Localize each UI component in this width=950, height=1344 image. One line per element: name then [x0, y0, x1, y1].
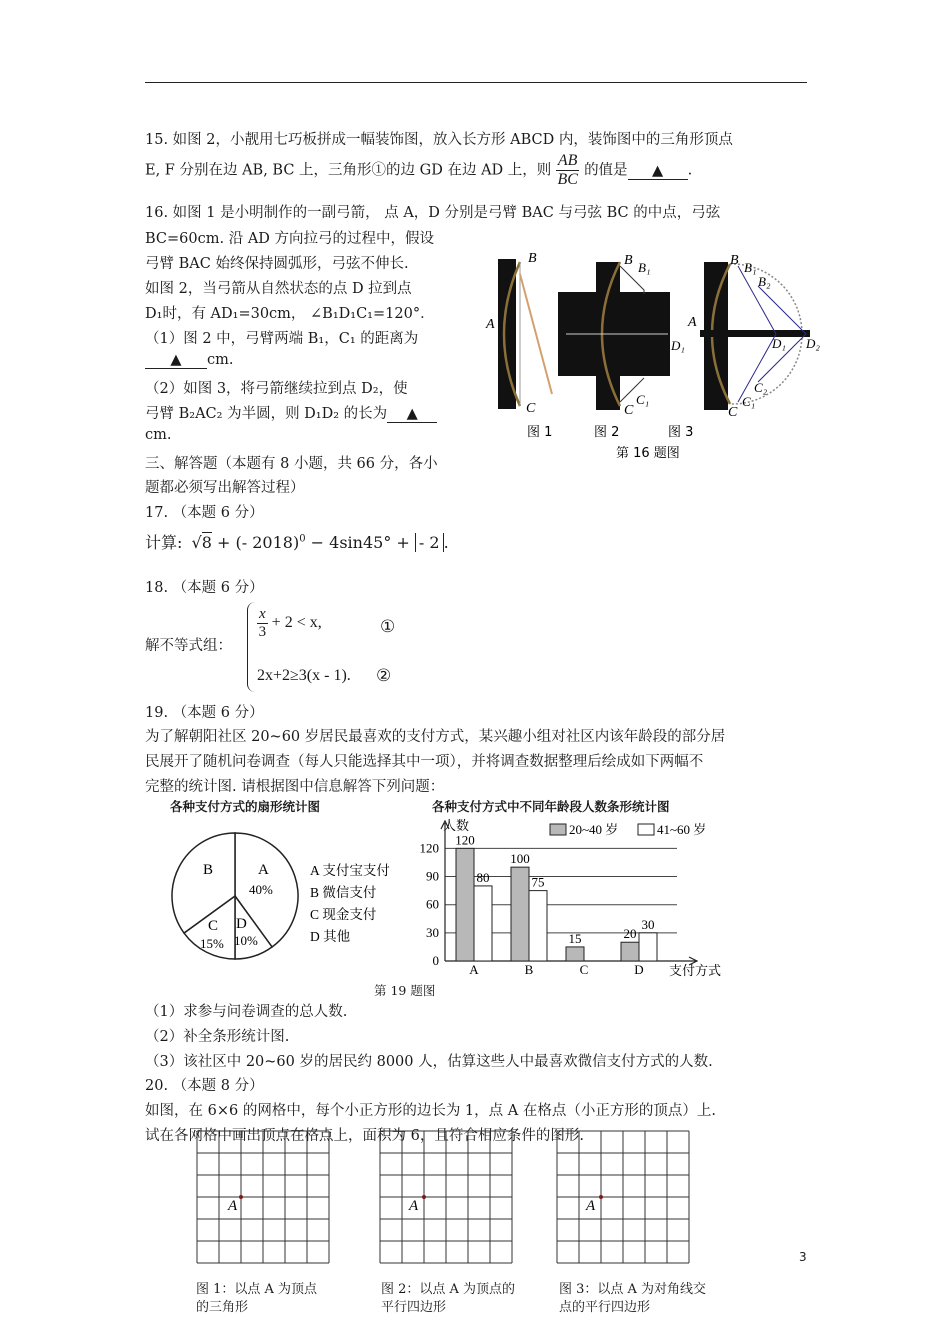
bar-label-D-20-40: 20 [623, 926, 637, 942]
grid-2 [379, 1130, 515, 1266]
fig3-label-B: B [730, 253, 739, 268]
q16-line3: 弓臂 BAC 始终保持圆弧形，弓弦不伸长. [145, 256, 409, 272]
q16-blank2: ▲ [387, 406, 437, 423]
legend-label-41-60: 41~60 岁 [657, 822, 707, 837]
grid-3 [556, 1130, 692, 1266]
bar-xlabel: 支付方式 [669, 963, 722, 978]
q19-question2: （2）补全条形统计图. [145, 1029, 290, 1045]
q16-figure-caption: 第 16 题图 [616, 446, 680, 461]
q18-mark2: ② [376, 666, 392, 686]
grid1-caption-line1: 图 1：以点 A 为顶点 [196, 1282, 318, 1297]
ytick-0: 0 [432, 953, 439, 968]
q17-plus: + [216, 533, 231, 552]
page-number: 3 [799, 1250, 807, 1264]
q16-line5: D₁时，有 AD₁=30cm， ∠B₁D₁C₁=120°． [145, 306, 435, 322]
fig2-label-B1: B₁ [638, 260, 651, 275]
xtick-C: C [579, 962, 589, 977]
bar-B-20-40 [511, 867, 529, 961]
bar-A-41-60 [474, 886, 492, 961]
q18-frac [257, 606, 268, 641]
pie-label-D: D [236, 916, 247, 932]
q20-head: 20. （本题 8 分） [145, 1078, 264, 1094]
q19-line2: 民展开了随机问卷调查（每人只能选择其中一项），并将调查数据整理后绘成如下两幅不 [145, 754, 704, 770]
grid3-label-A: A [586, 1198, 596, 1214]
q15-line2-end: . [687, 162, 693, 179]
fig3-label-A: A [688, 315, 697, 330]
pie-legend-D: D 其他 [310, 929, 351, 944]
q15-line2 [145, 152, 692, 189]
q15-frac-den: BC [557, 171, 578, 188]
q16-line10: cm. [145, 427, 172, 443]
section3-line1: 三、解答题（本题有 8 小题，共 66 分，各小 [145, 456, 438, 472]
fig2-caption: 图 2 [594, 425, 620, 440]
bar-B-41-60 [529, 891, 547, 961]
q15-line2-b: 的值是 [584, 162, 628, 179]
q15-answer-blank: ▲ [628, 163, 688, 180]
fig3-label-B2: B₂ [758, 274, 771, 289]
legend-swatch-41-60 [638, 824, 654, 835]
fig1-label-C: C [526, 401, 536, 416]
q16-line9 [145, 402, 437, 423]
grid-1 [196, 1130, 332, 1266]
pie-title: 各种支付方式的扇形统计图 [170, 799, 321, 814]
q17-middle: − 4sin45° + [310, 533, 410, 552]
fig3-label-C1: C₁ [742, 394, 756, 409]
pie-legend-C: C 现金支付 [310, 907, 377, 922]
fig3-label-C: C [728, 405, 738, 420]
grid3-caption-line1: 图 3：以点 A 为对角线交 [559, 1282, 707, 1297]
q18-ineq2: 2x+2≥3(x - 1). [257, 667, 351, 684]
grid1-label-A: A [228, 1198, 238, 1214]
q16-line6: （1）图 2 中，弓臂两端 B₁，C₁ 的距离为 [145, 331, 419, 347]
bar-label-C-20-40: 15 [568, 930, 582, 946]
grid2-label-A: A [409, 1198, 419, 1214]
q18-label: 解不等式组： [145, 638, 232, 654]
bar-label-B-20-40: 100 [510, 851, 530, 867]
q16-line9-text: 弓臂 B₂AC₂ 为半圆，则 D₁D₂ 的长为 [145, 406, 388, 422]
q18-frac-den: 3 [258, 624, 267, 640]
bar-label-B-41-60: 75 [531, 874, 545, 890]
header-rule [145, 82, 807, 83]
ytick-120: 120 [419, 840, 439, 856]
q19-question3: （3）该社区中 20~60 岁的居民约 8000 人，估算这些人中最喜欢微信支付方式的人数. [145, 1054, 713, 1070]
bar-C-20-40 [566, 947, 584, 961]
bar-label-D-41-60: 30 [641, 916, 655, 932]
q17-label: 计算: [145, 533, 183, 552]
q16-line2: BC=60cm. 沿 AD 方向拉弓的过程中，假设 [145, 231, 435, 247]
grid2-caption-line1: 图 2：以点 A 为顶点的 [381, 1282, 516, 1297]
grid2-caption-line2: 平行四边形 [381, 1300, 447, 1315]
pie-chart [168, 826, 408, 966]
q19-line3: 完整的统计图. 请根据图中信息解答下列问题： [145, 779, 445, 795]
xtick-D: D [634, 962, 644, 977]
pie-value-D: 10% [234, 933, 258, 948]
pie-value-C: 15% [200, 936, 224, 951]
fig3-label-D1: D₁ [772, 336, 786, 351]
legend-label-20-40: 20~40 岁 [569, 822, 619, 837]
grid2-point-A [422, 1195, 426, 1199]
q15-line1: 15. 如图 2，小靓用七巧板拼成一幅装饰图，放入长方形 ABCD 内，装饰图中的三角形顶点 [145, 132, 733, 148]
fig1-label-B: B [528, 251, 537, 266]
q16-line4: 如图 2，当弓箭从自然状态的点 D 拉到点 [145, 281, 412, 297]
q16-unit1: cm. [207, 352, 234, 368]
q16-blank1: ▲ [145, 352, 207, 369]
q18-ineq1 [257, 606, 322, 641]
fig3-label-B1: B₁ [744, 260, 757, 275]
grid3-caption-line2: 点的平行四边形 [559, 1300, 651, 1315]
bar-A-20-40 [456, 848, 474, 961]
pie-label-C: C [208, 918, 219, 934]
bar-title: 各种支付方式中不同年龄段人数条形统计图 [432, 799, 670, 814]
q17-head: 17. （本题 6 分） [145, 505, 264, 521]
xtick-B: B [524, 962, 534, 977]
q20-line2: 试在各网格中画出顶点在格点上，面积为 6，且符合相应条件的图形. [145, 1128, 584, 1144]
q19-line1: 为了解朝阳社区 20~60 岁居民最喜欢的支付方式，某兴趣小组对社区内该年龄段的部分居 [145, 729, 726, 745]
q18-ineq1-rest: + 2 < x, [271, 614, 322, 632]
q17-end: . [443, 533, 449, 552]
bar-D-41-60 [639, 933, 657, 961]
bar-label-A-20-40: 120 [455, 832, 475, 848]
q17-abs: - 2 [415, 533, 444, 552]
pie-legend-A: A 支付宝支付 [310, 863, 390, 878]
q19-figure-caption: 第 19 题图 [374, 983, 436, 998]
bar-ylabel: 人数 [443, 818, 470, 833]
bar-D-20-40 [621, 942, 639, 961]
q19-head: 19. （本题 6 分） [145, 705, 264, 721]
q16-line1: 16. 如图 1 是小明制作的一副弓箭， 点 A，D 分别是弓臂 BAC 与弓弦 BC 的中点，弓弦 [145, 205, 721, 221]
bar-chart [405, 815, 740, 985]
fig3-label-C2: C₂ [754, 380, 768, 395]
ytick-60: 60 [426, 896, 439, 912]
grid1-point-A [239, 1195, 243, 1199]
pie-legend-B: B 微信支付 [310, 885, 377, 900]
pie-label-A: A [258, 862, 269, 878]
section3-line2: 题都必须写出解答过程） [145, 480, 305, 496]
fig1-label-A: A [486, 317, 495, 332]
legend-swatch-20-40 [550, 824, 566, 835]
q18-head: 18. （本题 6 分） [145, 580, 264, 596]
q15-frac-num: AB [557, 152, 578, 169]
fig1-caption: 图 1 [527, 425, 553, 440]
ytick-30: 30 [426, 924, 439, 940]
xtick-A: A [469, 962, 479, 977]
grid1-caption-line2: 的三角形 [196, 1300, 249, 1315]
q20-line1: 如图，在 6×6 的网格中，每个小正方形的边长为 1，点 A 在格点（小正方形的顶点）上. [145, 1103, 716, 1119]
fig3-arrow [700, 330, 810, 337]
fig3-label-D2: D₂ [806, 336, 820, 351]
q15-line2-a: E, F 分别在边 AB, BC 上，三角形①的边 GD 在边 AD 上，则 [145, 162, 552, 179]
sqrt-sign: √ [191, 533, 202, 552]
fig2-label-D1: D₁ [671, 338, 685, 353]
grid3-point-A [599, 1195, 603, 1199]
q17-expression [145, 530, 449, 553]
q16-line7 [145, 352, 233, 369]
q17-power-base: (- 2018) [235, 533, 300, 552]
pie-label-B: B [203, 862, 214, 878]
fig2-label-B: B [624, 253, 633, 268]
q18-frac-num: x [259, 606, 266, 622]
pie-value-A: 40% [249, 882, 273, 897]
q16-figure [480, 244, 840, 469]
ytick-90: 90 [426, 868, 439, 884]
fig3-caption: 图 3 [668, 425, 694, 440]
bar-label-A-41-60: 80 [476, 869, 490, 885]
fig2-bow-handle [596, 262, 620, 410]
fig2-label-C: C [624, 403, 634, 418]
q19-question1: （1）求参与问卷调查的总人数. [145, 1004, 348, 1020]
q17-power-exp: 0 [299, 533, 306, 545]
fig2-label-C1: C₁ [636, 392, 650, 407]
fig1-arrow [520, 274, 552, 394]
q15-fraction [556, 152, 580, 189]
q16-line8: （2）如图 3，将弓箭继续拉到点 D₂，使 [145, 381, 408, 397]
q18-mark1: ① [380, 617, 396, 637]
q17-sqrt-value: 8 [201, 533, 212, 552]
